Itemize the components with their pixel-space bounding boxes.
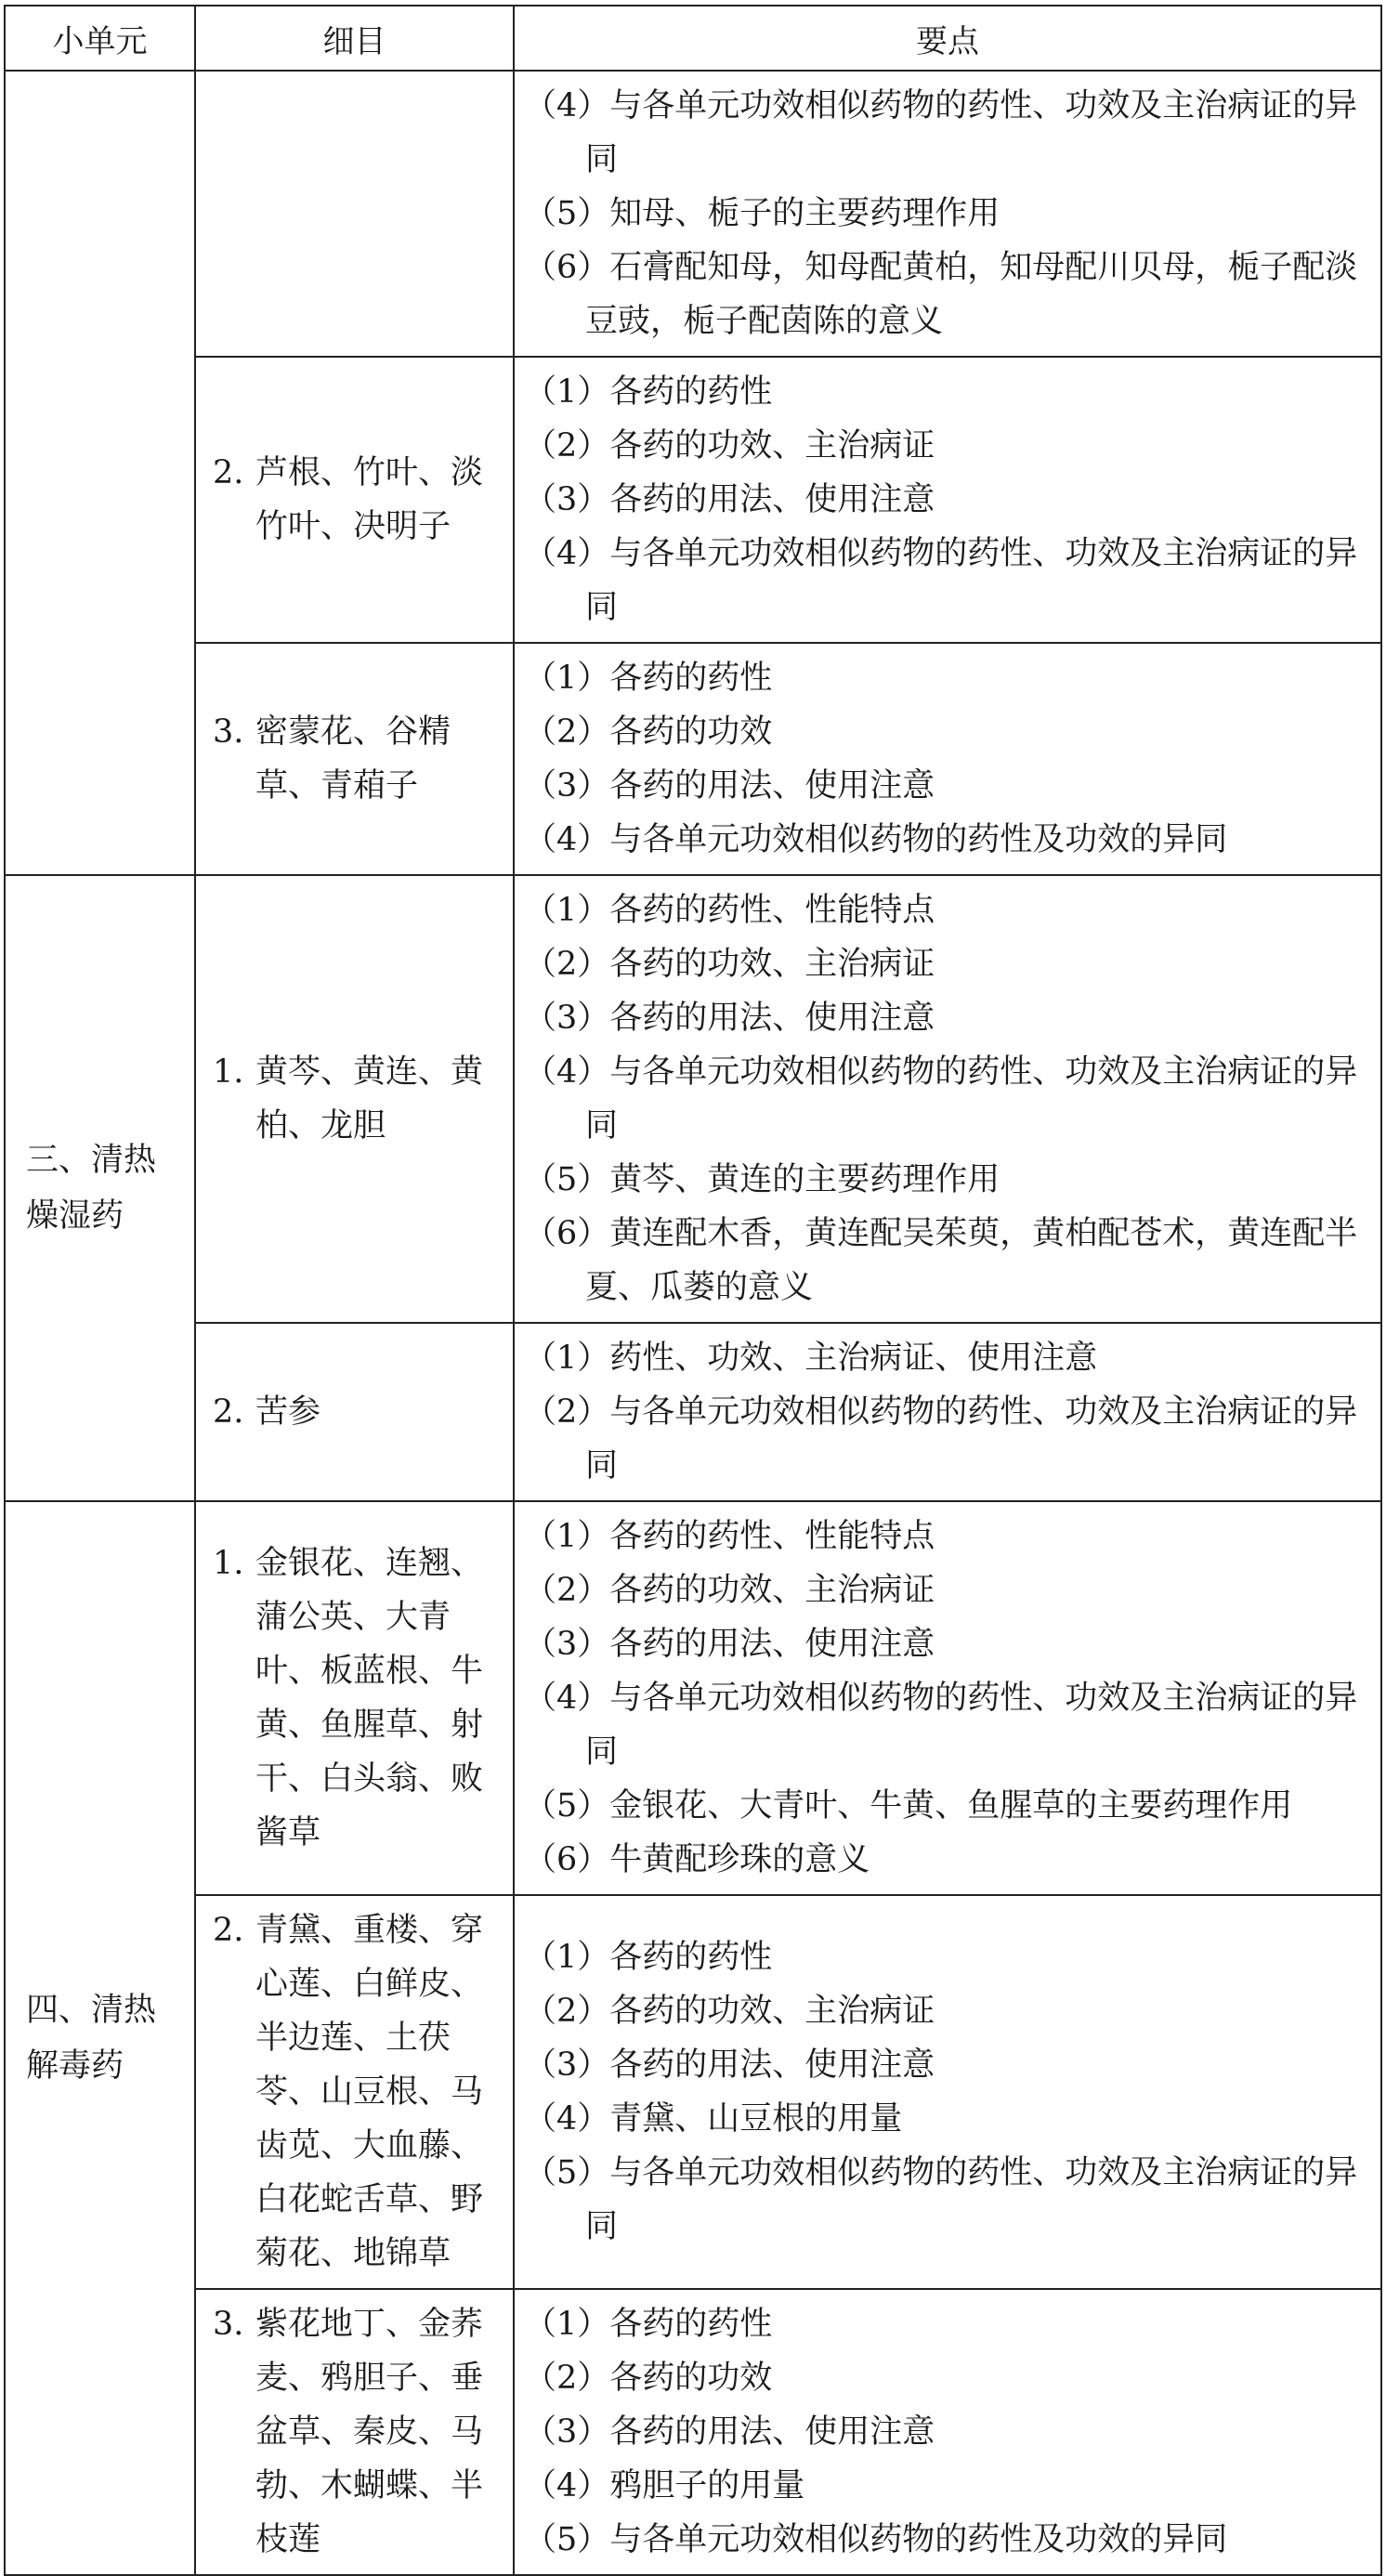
item-number: 3. (213, 2306, 244, 2343)
point-item: （1）各药的药性 (524, 1939, 773, 1976)
point-item: （2）各药的功效 (524, 713, 773, 751)
table-row (5, 357, 1381, 643)
item-text: 金银花、连翘、蒲公英、大青叶、板蓝根、牛黄、鱼腥草、射干、白头翁、败酱草 (255, 1545, 484, 1851)
item-cell (195, 875, 514, 1323)
points-cell (514, 1501, 1381, 1895)
point-item: （2）各药的功效、主治病证 (524, 427, 935, 464)
point-item: （5）知母、栀子的主要药理作用 (524, 195, 1000, 232)
item-cell (195, 1501, 514, 1895)
point-item: （4）与各单元功效相似药物的药性、功效及主治病证的异同 (524, 535, 1358, 626)
points-cell (514, 357, 1381, 643)
item-text: 紫花地丁、金荞麦、鸦胆子、垂盆草、秦皮、马勃、木蝴蝶、半枝莲 (255, 2306, 484, 2558)
point-item: （5）黄芩、黄连的主要药理作用 (524, 1161, 1000, 1198)
point-item: （4）与各单元功效相似药物的药性、功效及主治病证的异同 (524, 1680, 1358, 1771)
unit-cell: 三、清热燥湿药 (5, 875, 195, 1501)
item-number: 1. (213, 1053, 244, 1091)
item-cell-empty (195, 71, 514, 357)
points-cell (514, 1895, 1381, 2289)
header-item: 细目 (195, 6, 514, 71)
points-cell (514, 875, 1381, 1323)
item-number: 2. (213, 454, 244, 491)
point-item: （1）各药的药性 (524, 373, 773, 411)
header-unit: 小单元 (5, 6, 195, 71)
point-item: （4）青黛、山豆根的用量 (524, 2100, 903, 2138)
point-item: （4）鸦胆子的用量 (524, 2467, 805, 2504)
point-item: （3）各药的用法、使用注意 (524, 2413, 935, 2451)
point-item: （4）与各单元功效相似药物的药性、功效及主治病证的异同 (524, 1053, 1358, 1144)
item-cell (195, 1323, 514, 1501)
point-item: （3）各药的用法、使用注意 (524, 2046, 935, 2084)
item-text: 密蒙花、谷精草、青葙子 (255, 713, 451, 804)
item-number: 2. (213, 1912, 244, 1949)
item-text: 苦参 (255, 1393, 321, 1431)
header-points: 要点 (514, 6, 1381, 71)
point-item: （3）各药的用法、使用注意 (524, 1000, 935, 1037)
table-row (5, 875, 1381, 1323)
point-item: （2）各药的功效、主治病证 (524, 1572, 935, 1609)
points-cell (514, 2289, 1381, 2575)
point-item: （6）黄连配木香，黄连配吴茱萸，黄柏配苍术，黄连配半夏、瓜蒌的意义 (524, 1215, 1358, 1306)
item-cell (195, 1895, 514, 2289)
point-item: （5）与各单元功效相似药物的药性及功效的异同 (524, 2521, 1228, 2558)
item-cell (195, 643, 514, 875)
unit-cell: 四、清热解毒药 (5, 1501, 195, 2575)
points-cell (514, 643, 1381, 875)
item-cell (195, 2289, 514, 2575)
item-text: 青黛、重楼、穿心莲、白鲜皮、半边莲、土茯苓、山豆根、马齿苋、大血藤、白花蛇舌草、野菊花、地锦草 (255, 1912, 484, 2272)
point-item: （6）牛黄配珍珠的意义 (524, 1841, 870, 1878)
point-item: （3）各药的用法、使用注意 (524, 1626, 935, 1663)
table-row (5, 1895, 1381, 2289)
point-item: （4）与各单元功效相似药物的药性及功效的异同 (524, 821, 1228, 858)
unit-cell-continued (5, 71, 195, 875)
point-item: （1）各药的药性、性能特点 (524, 1518, 935, 1555)
point-item: （1）药性、功效、主治病证、使用注意 (524, 1340, 1098, 1377)
item-text: 黄芩、黄连、黄柏、龙胆 (255, 1053, 484, 1144)
item-number: 1. (213, 1545, 244, 1582)
point-item: （2）各药的功效 (524, 2360, 773, 2397)
point-item: （3）各药的用法、使用注意 (524, 481, 935, 518)
point-item: （5）金银花、大青叶、牛黄、鱼腥草的主要药理作用 (524, 1787, 1293, 1824)
points-cell (514, 1323, 1381, 1501)
points-cell (514, 71, 1381, 357)
item-number: 3. (213, 713, 244, 751)
point-item: （2）与各单元功效相似药物的药性、功效及主治病证的异同 (524, 1393, 1358, 1484)
point-item: （2）各药的功效、主治病证 (524, 1993, 935, 2030)
table-row (5, 1501, 1381, 1895)
point-item: （1）各药的药性、性能特点 (524, 892, 935, 929)
point-item: （1）各药的药性 (524, 660, 773, 697)
table-row (5, 71, 1381, 357)
point-item: （5）与各单元功效相似药物的药性、功效及主治病证的异同 (524, 2154, 1358, 2245)
table-row (5, 643, 1381, 875)
syllabus-table (4, 5, 1382, 2576)
table-row (5, 2289, 1381, 2575)
point-item: （1）各药的药性 (524, 2306, 773, 2343)
point-item: （4）与各单元功效相似药物的药性、功效及主治病证的异同 (524, 87, 1358, 178)
point-item: （3）各药的用法、使用注意 (524, 767, 935, 804)
header-row (5, 6, 1381, 71)
point-item: （6）石膏配知母，知母配黄柏，知母配川贝母，栀子配淡豆豉，栀子配茵陈的意义 (524, 249, 1358, 340)
table-row (5, 1323, 1381, 1501)
point-item: （2）各药的功效、主治病证 (524, 946, 935, 983)
item-cell (195, 357, 514, 643)
item-number: 2. (213, 1393, 244, 1431)
item-text: 芦根、竹叶、淡竹叶、决明子 (255, 454, 484, 545)
